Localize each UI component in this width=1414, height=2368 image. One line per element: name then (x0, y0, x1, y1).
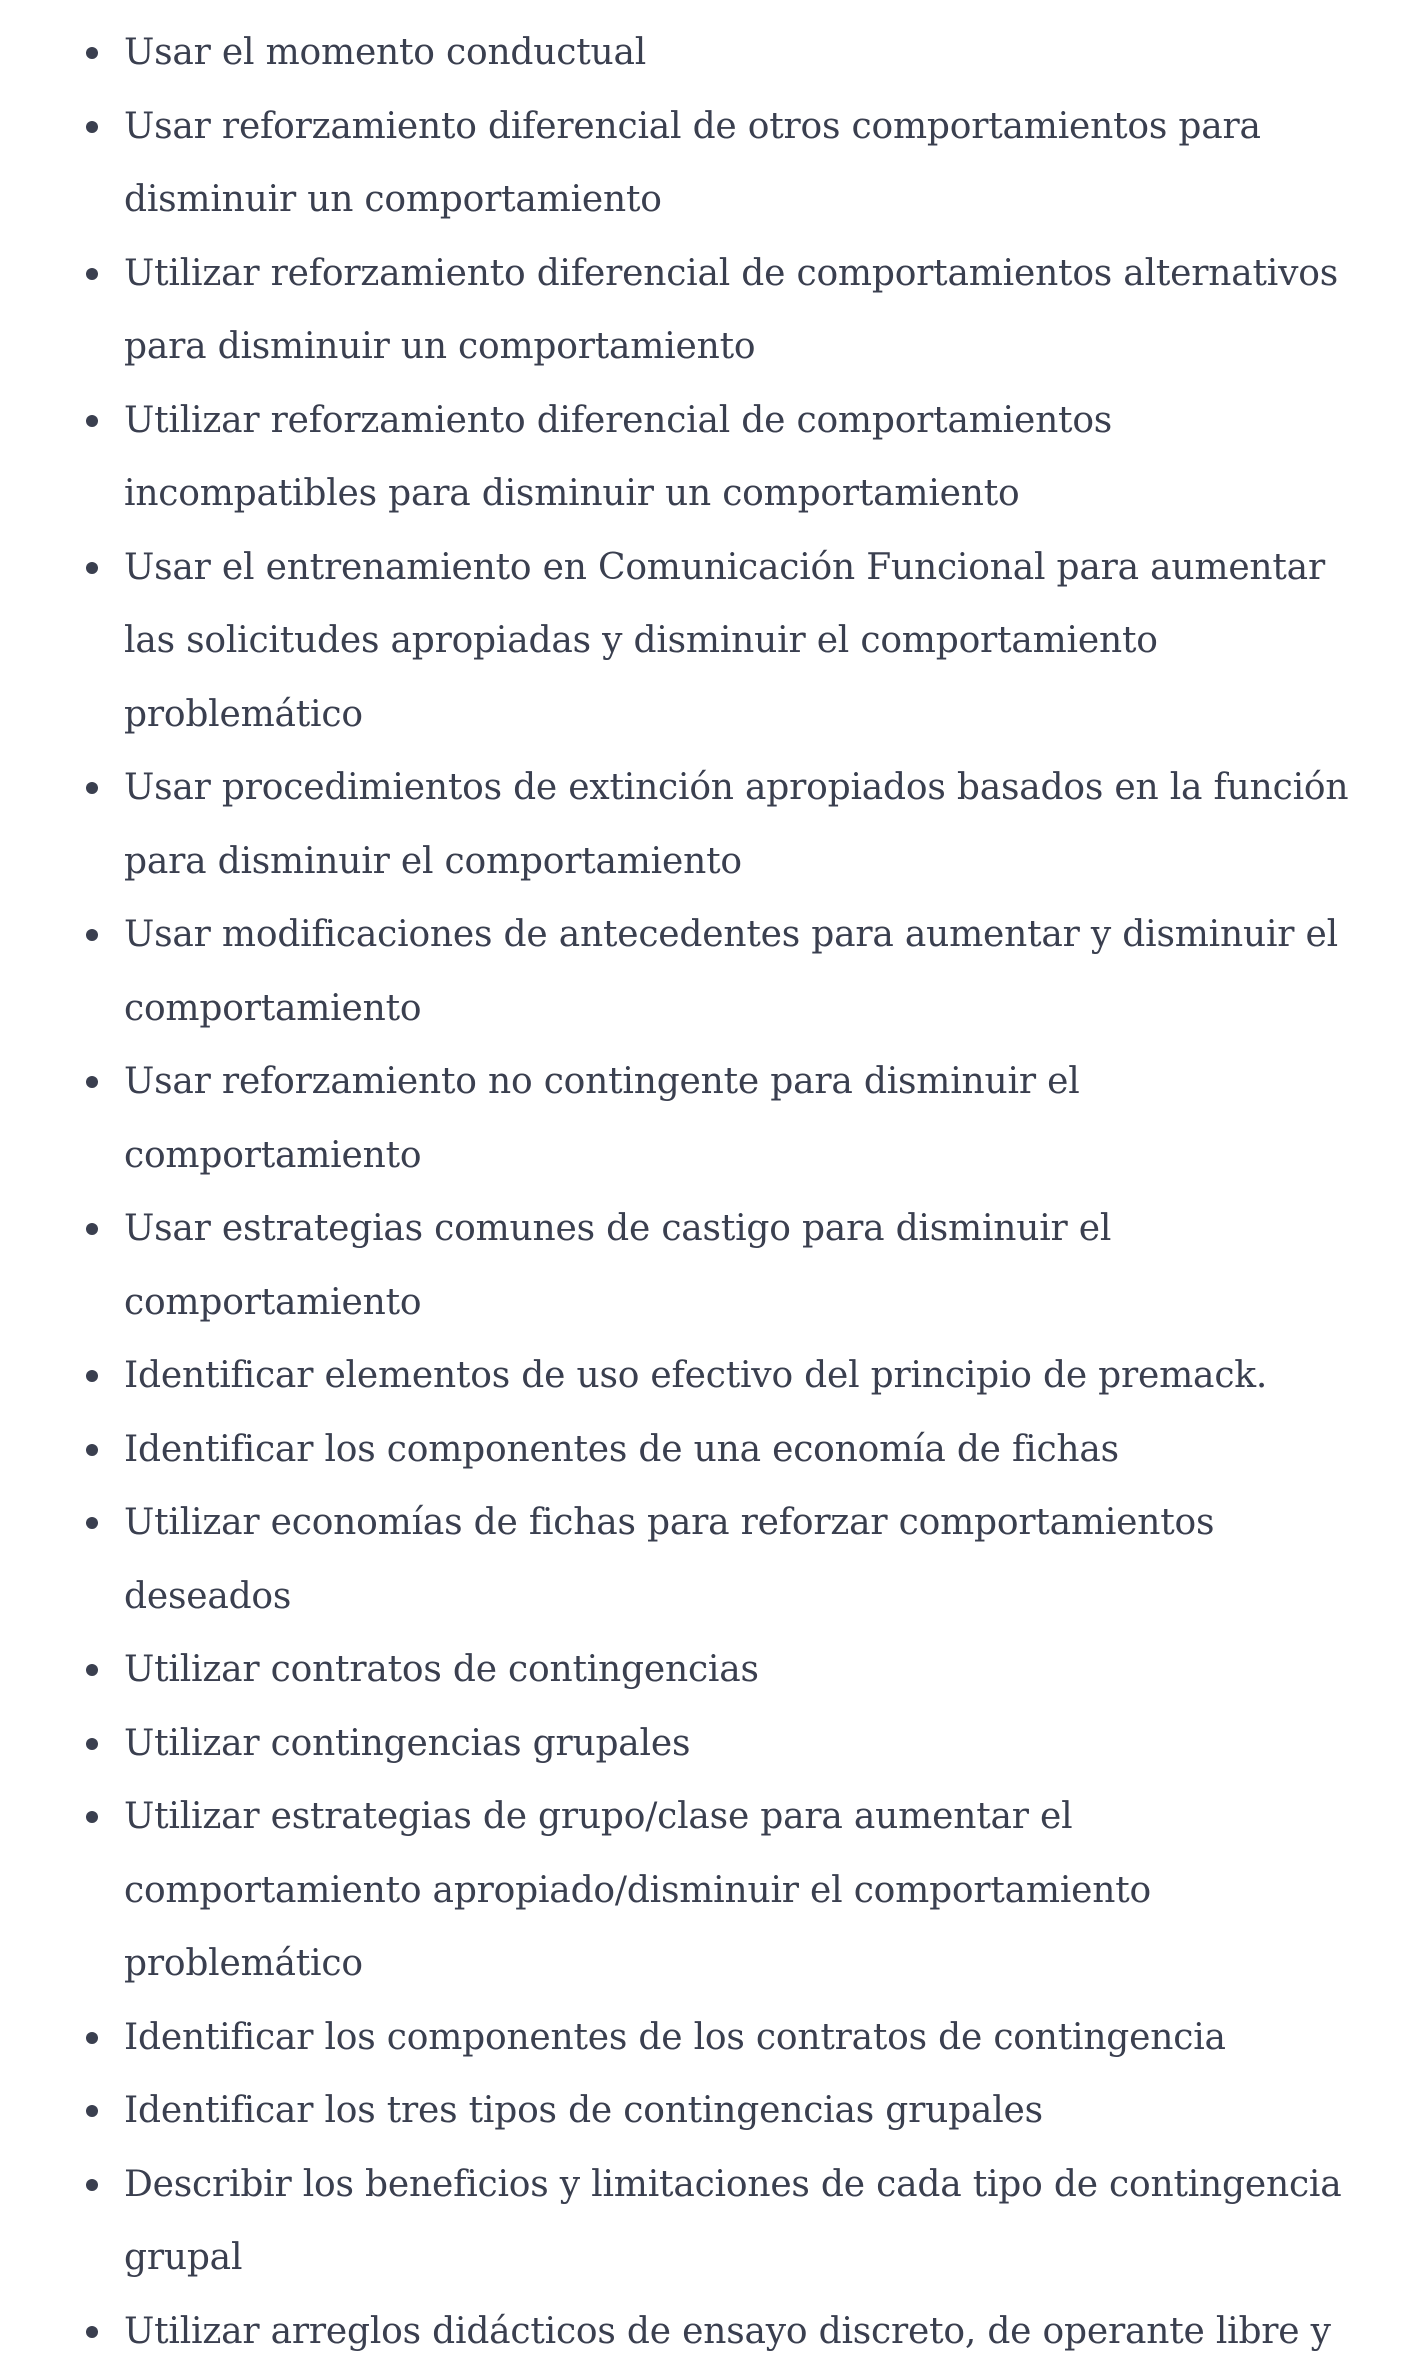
list-item (0, 1780, 1414, 2001)
list-item (0, 531, 1414, 752)
bullet-icon (86, 2032, 98, 2044)
list-item-text: Identificar los componentes de una economía de fichas (124, 1429, 1119, 1470)
bullet-icon (86, 1223, 98, 1235)
list-item (0, 1413, 1414, 1487)
list-item (0, 2001, 1414, 2075)
bullet-icon (86, 268, 98, 280)
list-item (0, 237, 1414, 384)
list-item (0, 16, 1414, 90)
list-item-text: Utilizar reforzamiento diferencial de comportamientos incompatibles para disminuir un comportamiento (124, 400, 1112, 515)
list-item-text: Utilizar economías de fichas para reforzar comportamientos deseados (124, 1502, 1214, 1617)
list-item (0, 751, 1414, 898)
bullet-icon (86, 1370, 98, 1382)
bullet-icon (86, 2179, 98, 2191)
list-item-text: Usar el momento conductual (124, 32, 646, 73)
list-item-text: Utilizar estrategias de grupo/clase para aumentar el comportamiento apropiado/disminuir el comportamiento problemático (124, 1796, 1151, 1984)
list-item (0, 1045, 1414, 1192)
list-item-text: Describir los beneficios y limitaciones de cada tipo de contingencia grupal (124, 2164, 1342, 2279)
bullet-icon (86, 2105, 98, 2117)
list-item-text: Utilizar contingencias grupales (124, 1723, 690, 1764)
list-item-text: Usar estrategias comunes de castigo para disminuir el comportamiento (124, 1208, 1111, 1323)
list-item (0, 1633, 1414, 1707)
list-item-text: Utilizar reforzamiento diferencial de comportamientos alternativos para disminuir un comportamiento (124, 253, 1338, 368)
list-item-text: Usar modificaciones de antecedentes para aumentar y disminuir el comportamiento (124, 914, 1338, 1029)
list-item-text: Usar reforzamiento no contingente para disminuir el comportamiento (124, 1061, 1080, 1176)
list-item (0, 2148, 1414, 2295)
bullet-icon (86, 121, 98, 133)
list-item-text: Utilizar arreglos didácticos de ensayo discreto, de operante libre y (124, 2311, 1331, 2352)
bullet-icon (86, 782, 98, 794)
list-item (0, 898, 1414, 1045)
list-item (0, 2074, 1414, 2148)
list-item (0, 1486, 1414, 1633)
list-item-text: Utilizar contratos de contingencias (124, 1649, 759, 1690)
bullet-icon (86, 562, 98, 574)
list-item (0, 1339, 1414, 1413)
bullet-icon (86, 1738, 98, 1750)
list-item (0, 90, 1414, 237)
bullet-icon (86, 1076, 98, 1088)
bullet-icon (86, 929, 98, 941)
list-item-text: Identificar los tres tipos de contingencias grupales (124, 2090, 1043, 2131)
list-item-text: Usar el entrenamiento en Comunicación Funcional para aumentar las solicitudes apropiadas y disminuir el comportamiento problemático (124, 547, 1325, 735)
list-item (0, 1707, 1414, 1781)
list-item-text: Usar procedimientos de extinción apropiados basados en la función para disminuir el comportamiento (124, 767, 1348, 882)
list-item (0, 2295, 1414, 2368)
bullet-icon (86, 47, 98, 59)
bullet-icon (86, 1811, 98, 1823)
bullet-icon (86, 1664, 98, 1676)
bullet-icon (86, 415, 98, 427)
bullet-icon (86, 2326, 98, 2338)
bullet-icon (86, 1444, 98, 1456)
list-item (0, 1192, 1414, 1339)
list-item-text: Identificar los componentes de los contratos de contingencia (124, 2017, 1226, 2058)
list-item-text: Identificar elementos de uso efectivo del principio de premack. (124, 1355, 1267, 1396)
bullet-icon (86, 1517, 98, 1529)
list-item-text: Usar reforzamiento diferencial de otros comportamientos para disminuir un comportamiento (124, 106, 1261, 221)
list-item (0, 384, 1414, 531)
